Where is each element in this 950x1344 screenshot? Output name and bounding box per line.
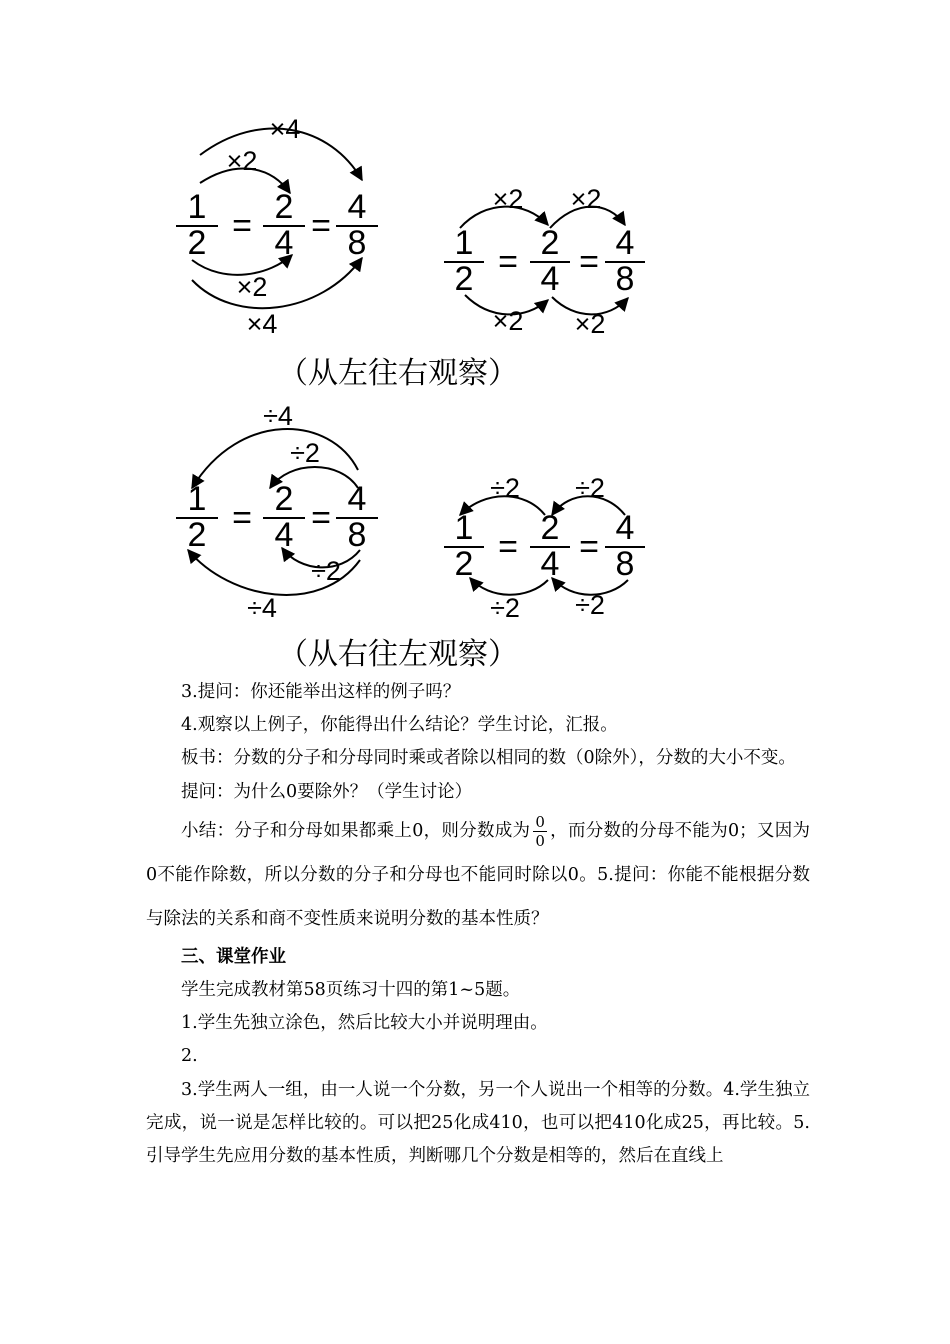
frac-c2-den: 4: [274, 516, 294, 554]
caption-left-to-right: （从左往右观察）: [278, 356, 518, 391]
paragraph-observe-conclusion: 4.观察以上例子，你能得出什么结论？学生讨论，汇报。: [181, 715, 618, 736]
frac-d1-den: 2: [454, 545, 474, 583]
rtl-chain-top-2-label: ÷2: [575, 473, 605, 503]
frac-d2-num: 2: [540, 509, 560, 547]
rtl-outer-top-label: ÷4: [263, 401, 293, 431]
caption-right-to-left: （从右往左观察）: [278, 637, 518, 672]
frac-a2-num: 2: [274, 188, 294, 226]
fraction-numerator: 0: [535, 812, 545, 831]
equals-c2: =: [311, 499, 331, 537]
frac-b3-den: 8: [615, 260, 635, 298]
frac-c2-num: 2: [274, 480, 294, 518]
ltr-chain-top-2-label: ×2: [570, 184, 602, 214]
section-heading-classwork: 三、课堂作业: [181, 946, 286, 967]
frac-d3-den: 8: [615, 545, 635, 583]
ltr-chain-bottom-2-label: ×2: [574, 309, 606, 339]
frac-c3-den: 8: [347, 516, 367, 554]
paragraph-exercise-2: 2.: [181, 1046, 198, 1067]
equals-b1: =: [498, 243, 518, 281]
equals-a1: =: [232, 207, 252, 245]
rtl-outer-bottom-label: ÷4: [247, 593, 277, 623]
lesson-text: [146, 676, 810, 1173]
equals-b2: =: [579, 243, 599, 281]
fraction-denominator: 0: [535, 831, 545, 850]
frac-a1-den: 2: [187, 224, 207, 262]
summary-text-after: ，而分数的分母不能为0；又因为0不能作除数，所以分数的分子和分母也不能同时除以0。5.提问：你能不能根据分数与除法的关系和商不变性质来说明分数的基本性质？: [146, 820, 810, 929]
frac-d1-num: 1: [454, 509, 474, 547]
equals-a2: =: [311, 207, 331, 245]
equals-d2: =: [579, 528, 599, 566]
rtl-chain-bottom-2-label: ÷2: [575, 590, 605, 620]
paragraph-summary: [146, 809, 810, 941]
paragraph-exercise-3-5: 3.学生两人一组，由一人说一个分数，另一个人说出一个相等的分数。4.学生独立完成，说一说是怎样比较的。可以把25化成410，也可以把410化成25，再比较。5.引导学生先应用分数的基本性质，判断哪几个分数是相等的，然后在直线上: [146, 1079, 810, 1167]
rtl-chain-bottom-1-label: ÷2: [490, 593, 520, 623]
frac-b3-num: 4: [615, 224, 635, 262]
summary-text-before: 小结：分子和分母如果都乘上0，则分数成为: [181, 820, 531, 841]
frac-b2-den: 4: [540, 260, 560, 298]
rtl-inner-bottom-label: ÷2: [311, 556, 341, 586]
frac-c1-den: 2: [187, 516, 207, 554]
frac-b2-num: 2: [540, 224, 560, 262]
ltr-outer-top-label: ×4: [269, 114, 301, 144]
frac-b1-den: 2: [454, 260, 474, 298]
equals-c1: =: [232, 499, 252, 537]
ltr-inner-bottom-label: ×2: [236, 272, 268, 302]
ltr-chain-top-1-label: ×2: [492, 184, 524, 214]
paragraph-board-notes: 板书：分数的分子和分母同时乘或者除以相同的数（0除外），分数的大小不变。: [181, 748, 796, 769]
frac-c3-num: 4: [347, 480, 367, 518]
ltr-outer-bottom-label: ×4: [246, 309, 278, 339]
frac-b1-num: 1: [454, 224, 474, 262]
frac-d2-den: 4: [540, 545, 560, 583]
frac-a1-num: 1: [187, 188, 207, 226]
zero-over-zero-fraction: [533, 813, 547, 850]
frac-a3-num: 4: [347, 188, 367, 226]
frac-a2-den: 4: [274, 224, 294, 262]
ltr-inner-top-label: ×2: [226, 146, 258, 176]
frac-a3-den: 8: [347, 224, 367, 262]
rtl-chain-top-1-label: ÷2: [490, 473, 520, 503]
rtl-inner-top-label: ÷2: [290, 438, 320, 468]
frac-c1-num: 1: [187, 480, 207, 518]
paragraph-why-zero: 提问：为什么0要除外？（学生讨论）: [181, 781, 473, 802]
frac-d3-num: 4: [615, 509, 635, 547]
equals-d1: =: [498, 528, 518, 566]
paragraph-exercise-assignment: 学生完成教材第58页练习十四的第1~5题。: [181, 980, 521, 1001]
ltr-chain-bottom-1-label: ×2: [492, 306, 524, 336]
paragraph-question-examples: 3.提问：你还能举出这样的例子吗？: [181, 682, 461, 702]
paragraph-exercise-1: 1.学生先独立涂色，然后比较大小并说明理由。: [181, 1013, 548, 1034]
